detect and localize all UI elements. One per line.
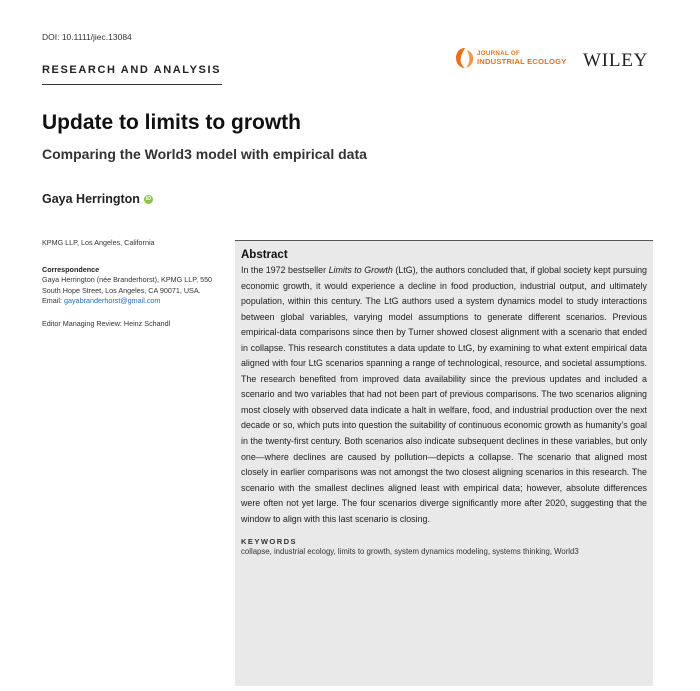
- article-info-sidebar: [42, 238, 217, 336]
- correspondence-heading: Correspondence: [42, 265, 100, 275]
- section-divider: [42, 84, 222, 85]
- keywords-list: collapse, industrial ecology, limits to growth, system dynamics modeling, systems thinking, World3: [241, 547, 579, 557]
- email-link[interactable]: gayabranderhorst@gmail.com: [63, 295, 161, 305]
- abstract-book-title: Limits to Growth: [328, 265, 393, 275]
- editor-note: Editor Managing Review: Heinz Schandl: [42, 319, 171, 329]
- keywords-heading: KEYWORDS: [241, 537, 297, 547]
- journal-name-line1: JOURNAL OF: [477, 50, 521, 57]
- abstract-text-rest: (LtG), the authors concluded that, if global society kept pursuing economic growth, it would experience a decline in food production, industrial output, and ultimately population, within this century. The LtG authors used a system dynamics model to study interactions between global variables, varying model assumptions to generate different scenarios. Previous empirical-data comparisons since then by Turner showed closest alignment with a scenario that ended in collapse. This research constitutes a data update to LtG, by examining to what extent empirical data aligned with four LtG scenarios spanning a range of technological, resource, and societal assumptions. The research benefited from improved data availability since the previous updates and included a scenario and two variables that had not been part of previous comparisons. The two scenarios aligning most closely with observed data indicate a halt in welfare, food, and industrial production over the next decade or so, which puts into question the suitability of continuous economic growth as humanity’s goal in the twenty-first century. Both scenarios also indicate subsequent declines in these variables, but only one—where declines are caused by pollution—depicts a collapse. The scenario that aligned most closely in earlier comparisons was not amongst the two closest aligning scenarios in this research. The scenario with the smallest declines aligned least with empirical data; however, absolute differences were often not yet large. The four scenarios diverge significantly more after 2020, suggesting that the window to align with this last scenario is closing.: [241, 265, 647, 524]
- doi: DOI: 10.1111/jiec.13084: [42, 32, 132, 42]
- publisher-name: WILEY: [583, 50, 649, 71]
- affiliation: KPMG LLP, Los Angeles, California: [42, 238, 155, 247]
- section-label: RESEARCH AND ANALYSIS: [42, 64, 222, 76]
- correspondence-text: [42, 275, 217, 306]
- journal-name-line2: INDUSTRIAL ECOLOGY: [477, 57, 567, 66]
- abstract-text-start: In the 1972 bestseller: [241, 265, 329, 275]
- abstract-body: [241, 263, 647, 527]
- correspondence-address: Gaya Herrington (née Branderhorst), KPMG LLP, 550 South Hope Street, Los Angeles, CA 90071, USA.: [42, 275, 213, 295]
- article-title: Update to limits to growth: [42, 111, 301, 134]
- article-subtitle: Comparing the World3 model with empirical data: [42, 146, 367, 162]
- abstract-heading: Abstract: [241, 249, 288, 261]
- author-row: [42, 192, 153, 206]
- journal-logo-icon: [455, 46, 475, 70]
- journal-logo: [455, 44, 670, 78]
- abstract-box: [235, 240, 653, 686]
- author-name[interactable]: Gaya Herrington: [42, 192, 140, 206]
- orcid-icon[interactable]: iD: [145, 195, 152, 202]
- email-label: Email:: [42, 295, 62, 305]
